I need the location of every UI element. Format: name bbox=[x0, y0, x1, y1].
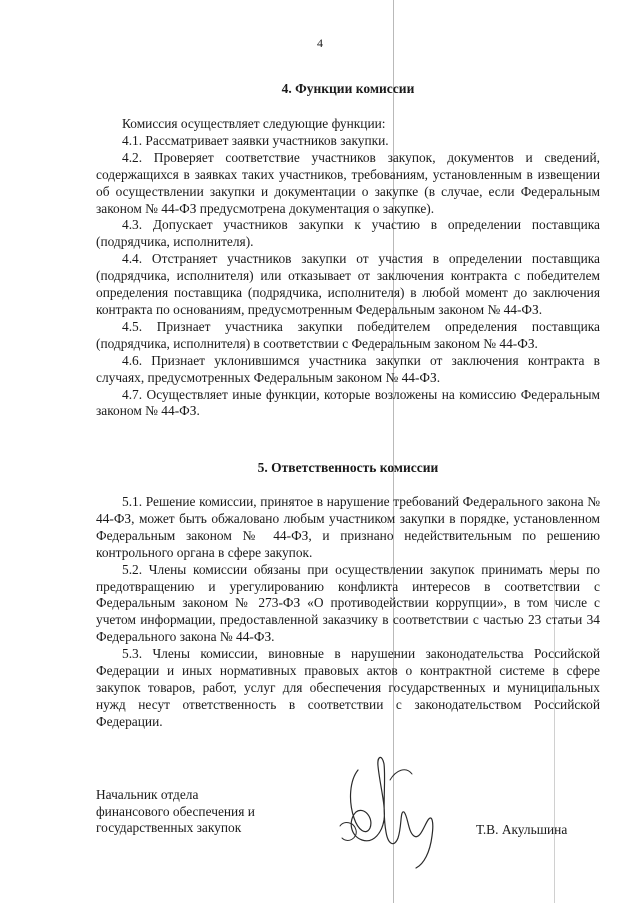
section-4-intro: Комиссия осуществляет следующие функции: bbox=[122, 116, 386, 131]
position-line-3: государственных закупок bbox=[96, 820, 242, 835]
section-5-title: 5. Ответственность комиссии bbox=[257, 460, 439, 475]
clause-4-6: 4.6. Признает уклонившимся участника закупки от заключения контракта в случаях, предусмотренных Федеральным законом № 44-ФЗ. bbox=[96, 352, 600, 385]
position-line-2: финансового обеспечения и bbox=[96, 803, 255, 819]
page-number: 4 bbox=[317, 36, 323, 50]
clause-4-7: 4.7. Осуществляет иные функции, которые возложены на комиссию Федеральным законом № 44-ФЗ. bbox=[96, 386, 600, 419]
clause-5-2: 5.2. Члены комиссии обязаны при осуществлении закупок принимать меры по предотвращению и урегулированию конфликта интересов в соответствии с Федеральным законом № 273-ФЗ «О противодействии коррупции», в том числе с учетом информации, предоставленной заказчику в соответствии с частью 23 статьи 34 Федерального закона № 44-ФЗ. bbox=[96, 561, 600, 645]
position-line-1: Начальник отдела bbox=[96, 787, 199, 802]
section-4-title: 4. Функции комиссии bbox=[281, 81, 415, 96]
handwritten-signature bbox=[320, 740, 450, 870]
clause-4-5: 4.5. Признает участника закупки победителем определения поставщика (подрядчика, исполнителя) в соответствии с Федеральным законом № 44-ФЗ. bbox=[96, 318, 600, 351]
clause-4-2: 4.2. Проверяет соответствие участников закупок, документов и сведений, содержащихся в заявках таких участников, требованиям, установленным в извещении об осуществлении закупки и документации о закупке (в случае, если Федеральным законом № 44-ФЗ предусмотрена документация о закупке). bbox=[96, 149, 600, 216]
section-4-body bbox=[96, 116, 600, 420]
clause-5-1: 5.1. Решение комиссии, принятое в нарушение требований Федерального закона № 44-ФЗ, может быть обжаловано любым участником закупки в порядке, установленном Федеральным законом № 44-ФЗ, и признано недействительным по решению контрольного органа в сфере закупок. bbox=[96, 494, 600, 560]
section-5-body bbox=[96, 494, 600, 731]
clause-4-1: 4.1. Рассматривает заявки участников закупки. bbox=[122, 132, 389, 148]
signatory-name: Т.В. Акульшина bbox=[476, 822, 568, 837]
signatory-position bbox=[96, 787, 296, 837]
clause-5-3: 5.3. Члены комиссии, виновные в нарушении законодательства Российской Федерации и иных нормативных правовых актов о контрактной системе в сфере закупок товаров, работ, услуг для обеспечения государственных и муниципальных нужд несут ответственность в соответствии с законодательством Российской Федерации. bbox=[96, 646, 600, 729]
clause-4-4: 4.4. Отстраняет участников закупки от участия в определении поставщика (подрядчика, исполнителя) или отказывает от заключения контракта с победителем определения поставщика (подрядчика, исполнителя) в любой момент до заключения контракта по основаниям, предусмотренным Федеральным законом № 44-ФЗ. bbox=[96, 251, 600, 317]
clause-4-3: 4.3. Допускает участников закупки к участию в определении поставщика (подрядчика, исполнителя). bbox=[96, 217, 600, 250]
